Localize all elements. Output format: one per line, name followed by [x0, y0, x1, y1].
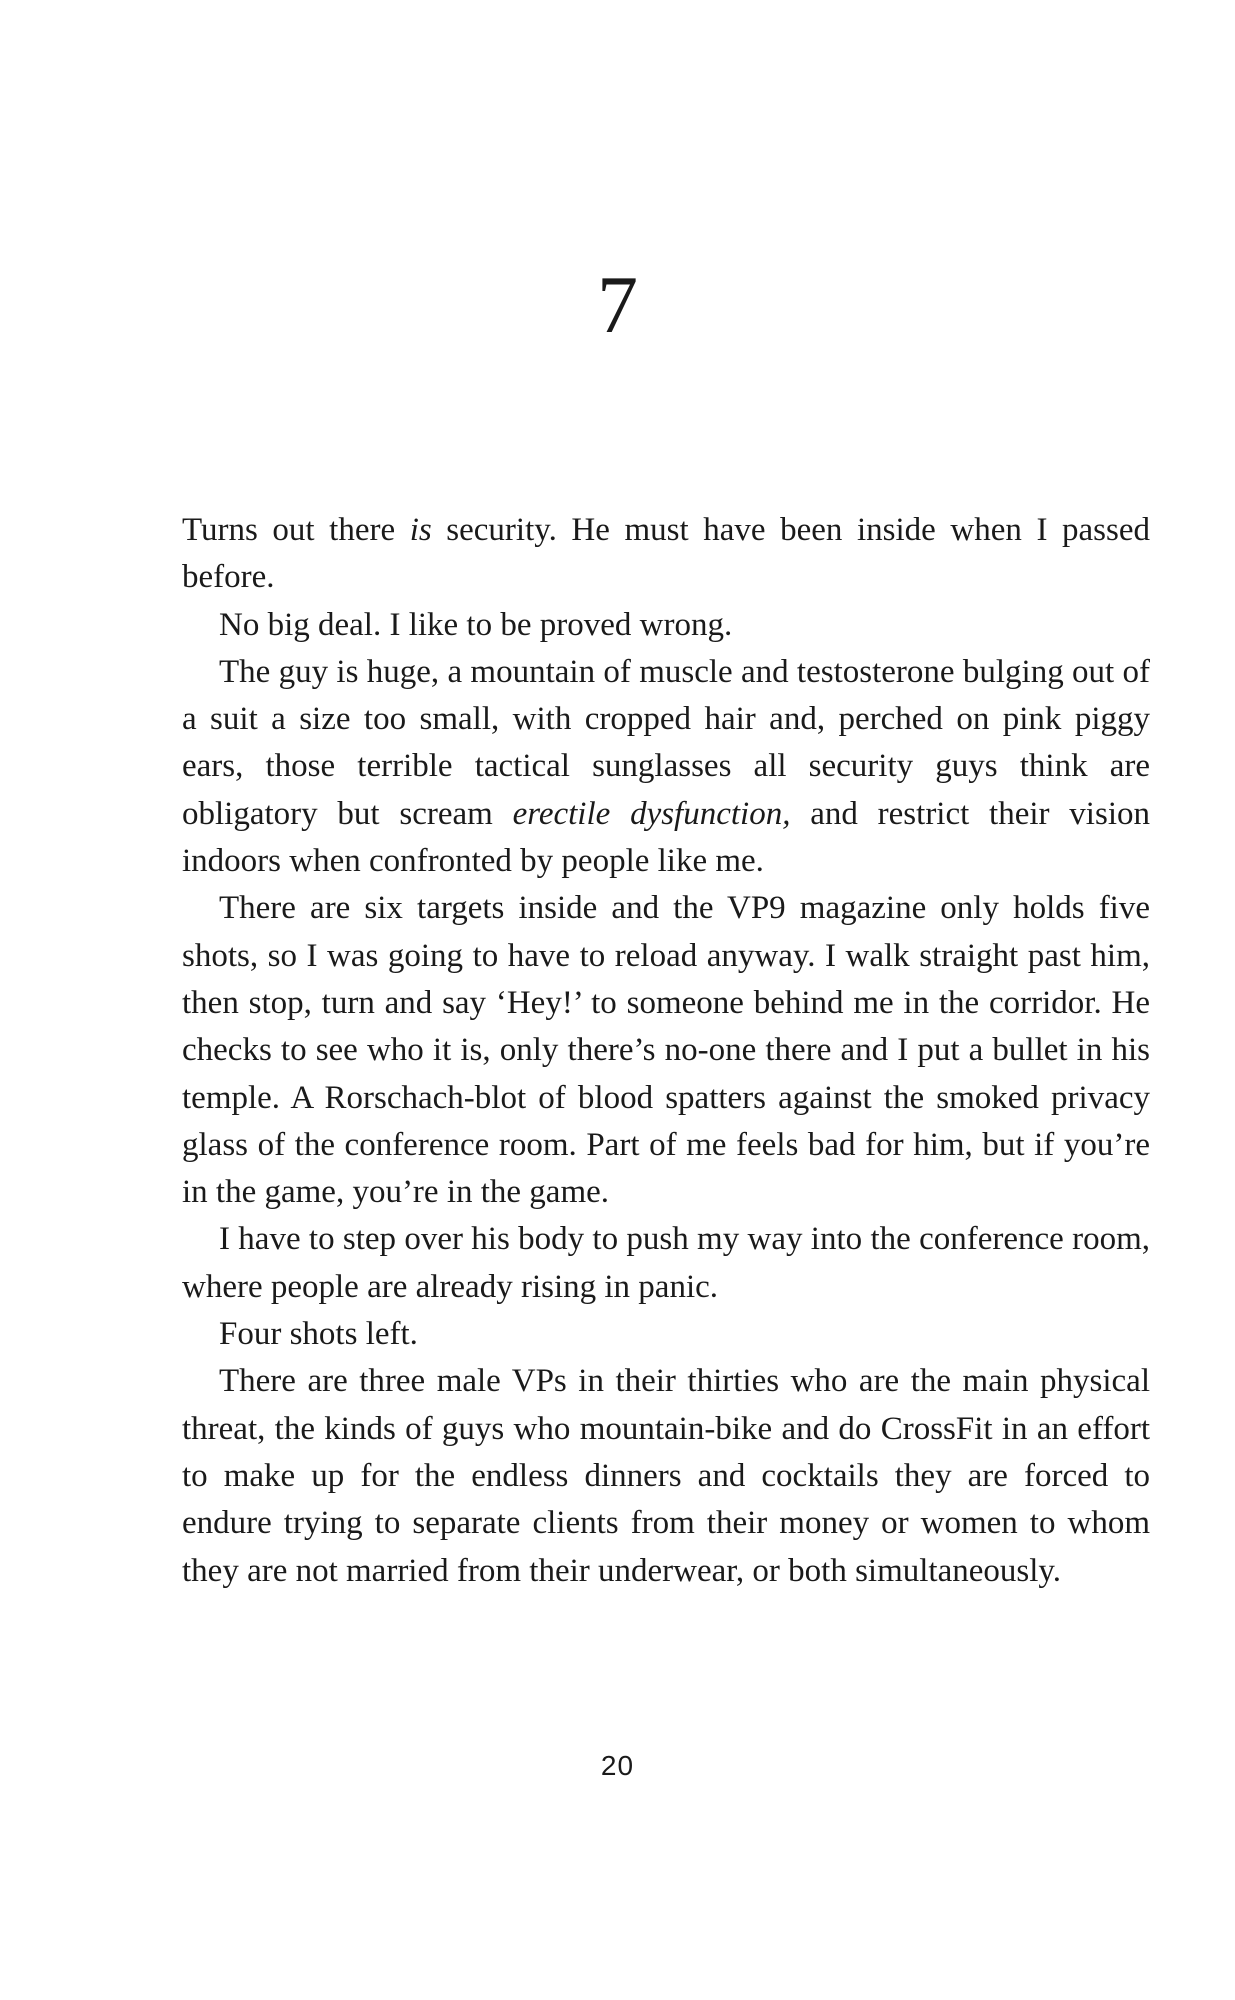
- paragraph-7: There are three male VPs in their thirties who are the main physical threat, the kinds of guys who mountain-bike and do CrossFit in an effort to make up for the endless dinners and cocktails they are forced to endure trying to separate clients from their money or women to whom they are not married from their underwear, or both simultaneously.: [182, 1363, 1150, 1589]
- paragraph-6: Four shots left.: [219, 1316, 418, 1353]
- paragraph-3-italic: erectile dysfunction,: [512, 795, 791, 832]
- paragraph-3: [182, 649, 1150, 885]
- chapter-body: [182, 507, 1150, 1595]
- paragraph-1-italic: is: [409, 512, 432, 548]
- paragraph-3-text-b: and restrict their vision indoors when confronted by people like me.: [182, 795, 1150, 880]
- paragraph-2: No big deal. I like to be proved wrong.: [219, 606, 733, 643]
- paragraph-1: [182, 507, 1150, 602]
- paragraph-1-text-b: security. He must have been inside when I passed before.: [182, 512, 1150, 596]
- paragraph-5: I have to step over his body to push my way into the conference room, where people are already rising in panic.: [182, 1221, 1150, 1305]
- chapter-number: 7: [597, 259, 638, 350]
- page-number: 20: [600, 1750, 635, 1781]
- paragraph-4: There are six targets inside and the VP9 magazine only holds five shots, so I was going to have to reload anyway. I walk straight past him, then stop, turn and say ‘Hey!’ to someone behind me in the corridor. He checks to see who it is, only there’s no-one there and I put a bullet in his temple. A Rorschach-blot of blood spatters against the smoked privacy glass of the conference room. Part of me feels bad for him, but if you’re in the game, you’re in the game.: [182, 890, 1150, 1211]
- paragraph-3-text-a: The guy is huge, a mountain of muscle and testosterone bulging out of a suit a size too small, with cropped hair and, perched on pink piggy ears, those terrible tactical sunglasses all security guys think are obligatory but scream: [182, 653, 1150, 832]
- paragraph-1-text-a: Turns out there: [182, 512, 410, 548]
